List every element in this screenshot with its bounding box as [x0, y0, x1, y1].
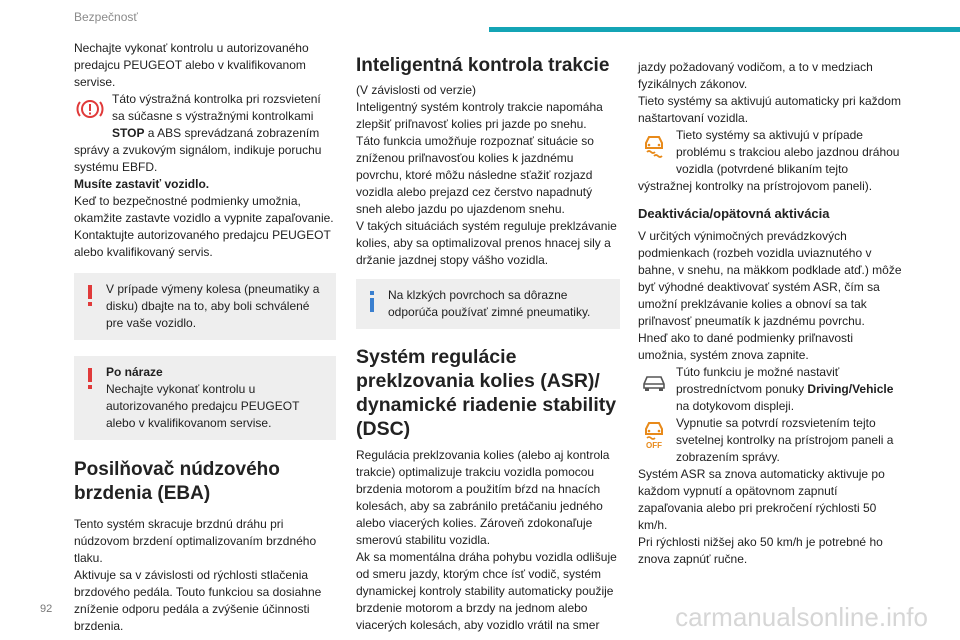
callout-text: Nechajte vykonať kontrolu u autorizovaného predajcu PEUGEOT alebo v kvalifikovanom servise. [106, 382, 300, 430]
paragraph: Ak sa momentálna dráha pohybu vozidla odlišuje od smeru jazdy, ktorým chce ísť vodič, systém dynamickej kontroly stability automaticky použije brzdenie motorom a brzdy na jednom alebo viacerých kolesách, aby vozidlo vrátil na smer [356, 550, 617, 632]
car-icon [638, 366, 670, 398]
car-menu-paragraph [638, 364, 902, 415]
header-accent-bar [489, 27, 960, 32]
subsection-heading: Deaktivácia/opätovná aktivácia [638, 206, 830, 221]
paragraph: Tento systém skracuje brzdnú dráhu pri núdzovom brzdení optimalizovaním brzdného tlaku. [74, 517, 317, 565]
asr-off-icon [638, 417, 670, 449]
skid-warning-text: Tieto systémy sa aktivujú v prípade problému s trakciou alebo jazdnou dráhou vozidla (potvrdené blikaním tejto výstražnej kontrolky na prístrojovom paneli). [638, 128, 900, 193]
warning-text-b: a ABS sprevádzaná zobrazením správy a zvukovým signálom, indikuje poruchu systému EBFD. [74, 126, 322, 174]
must-stop: Musíte zastaviť vozidlo. [74, 177, 210, 191]
warning-callout [74, 273, 336, 340]
paragraph: (V závislosti od verzie) [356, 83, 477, 97]
section-heading: Inteligentná kontrola trakcie [356, 55, 610, 76]
asr-off-text: Vypnutie sa potvrdí rozsvietením tejto svetelnej kontrolky na prístrojom paneli a zobrazením správy. [676, 416, 894, 464]
skid-warning-icon [638, 129, 670, 161]
paragraph: Táto funkcia umožňuje rozpoznať situácie so zníženou priľnavosťou kolies k jazdnému povrchu, ktoré môžu následne sťažiť rozjazd vozidla alebo prejazd cez čerstvo napadnutý sneh alebo jazdu po ujazdenom snehu. [356, 134, 594, 216]
paragraph: V takých situáciách systém reguluje preklzávanie kolies, aby sa optimalizoval prenos hnacej sily a držanie jazdnej stopy vášho vozidla. [356, 219, 617, 267]
skid-warning-paragraph [638, 127, 902, 195]
menu-text-b: na dotykovom displeji. [676, 399, 795, 413]
warning-text-a: Táto výstražná kontrolka pri rozsvietení sa súčasne s výstražnými kontrolkami [112, 92, 321, 123]
paragraph: jazdy požadovaný vodičom, a to v medziach fyzikálnych zákonov. [638, 60, 873, 91]
paragraph: Keď to bezpečnostné podmienky umožnia, okamžite zastavte vozidlo a vypnite zapaľovanie. Kontaktujte autorizovaného predajcu PEUGEOT alebo kvalifikovaný servis. [74, 194, 334, 259]
info-icon [368, 291, 376, 318]
paragraph: Regulácia preklzovania kolies (alebo aj kontrola trakcie) optimalizuje trakciu vozidla pomocou brzdenia motorom a použitím bŕzd na hnacích kolesách, aby sa zabránilo pretáčaniu jedného alebo viacerých kolies. Zároveň zdokonaľuje smerovú stabilitu vozidla. [356, 448, 610, 547]
svg-text:OFF: OFF [646, 441, 662, 449]
exclamation-icon [86, 285, 94, 312]
brake-warning-paragraph [74, 91, 336, 176]
callout-text: V prípade výmeny kolesa (pneumatiky a disku) dbajte na to, aby boli schválené pre vaše vozidlo. [106, 282, 320, 330]
column-2 [356, 40, 620, 634]
paragraph: Aktivuje sa v závislosti od rýchlosti stlačenia brzdového pedála. Touto funkciou sa dosiahne zníženie odporu pedála a zvýšenie účinnosti brzdenia. [74, 568, 322, 633]
exclamation-icon [86, 368, 94, 395]
paragraph: Tieto systémy sa aktivujú automaticky pri každom naštartovaní vozidla. [638, 94, 901, 125]
paragraph: Pri rýchlosti nižšej ako 50 km/h je potrebné ho znova zapnúť ručne. [638, 535, 883, 566]
warning-callout [74, 356, 336, 440]
info-callout [356, 279, 620, 329]
paragraph: Nechajte vykonať kontrolu u autorizovaného predajcu PEUGEOT alebo v kvalifikovanom servise. [74, 41, 309, 89]
asr-off-paragraph [638, 415, 902, 466]
column-1 [74, 40, 336, 635]
paragraph: V určitých výnimočných prevádzkových podmienkach (rozbeh vozidla uviaznutého v bahne, v snehu, na mäkkom podklade atď.) môže byť výhodné deaktivovať systém ASR, čím sa umožní preklzávanie kolies a obnoví sa tak priľnavosť pneumatík k jazdnému povrchu. [638, 229, 902, 328]
paragraph: Inteligentný systém kontroly trakcie napomáha zlepšiť priľnavosť kolies pri jazde po snehu. [356, 100, 603, 131]
header-title: Bezpečnosť [74, 10, 138, 24]
stop-label: STOP [112, 126, 145, 140]
brake-warning-icon [74, 93, 106, 125]
menu-text-a: Túto funkciu je možné nastaviť prostredníctvom ponuky [676, 365, 840, 396]
callout-text: Na klzkých povrchoch sa dôrazne odporúča používať zimné pneumatiky. [388, 288, 591, 319]
column-3 [638, 40, 902, 568]
page-number: 92 [40, 603, 53, 615]
paragraph: Hneď ako to dané podmienky priľnavosti umožnia, systém znova zapnite. [638, 331, 853, 362]
watermark: carmanualsonline.info [675, 602, 928, 632]
menu-name: Driving/Vehicle [807, 382, 894, 396]
section-heading: Posilňovač núdzového brzdenia (EBA) [74, 459, 280, 504]
callout-title: Po náraze [106, 365, 163, 379]
paragraph: Systém ASR sa znova automaticky aktivuje po každom vypnutí a opätovnom zapnutí zapaľovania alebo pri prekročení rýchlosti 50 km/h. [638, 467, 885, 532]
section-heading: Systém regulácie preklzovania kolies (ASR)/ dynamické riadenie stability (DSC) [356, 346, 617, 440]
